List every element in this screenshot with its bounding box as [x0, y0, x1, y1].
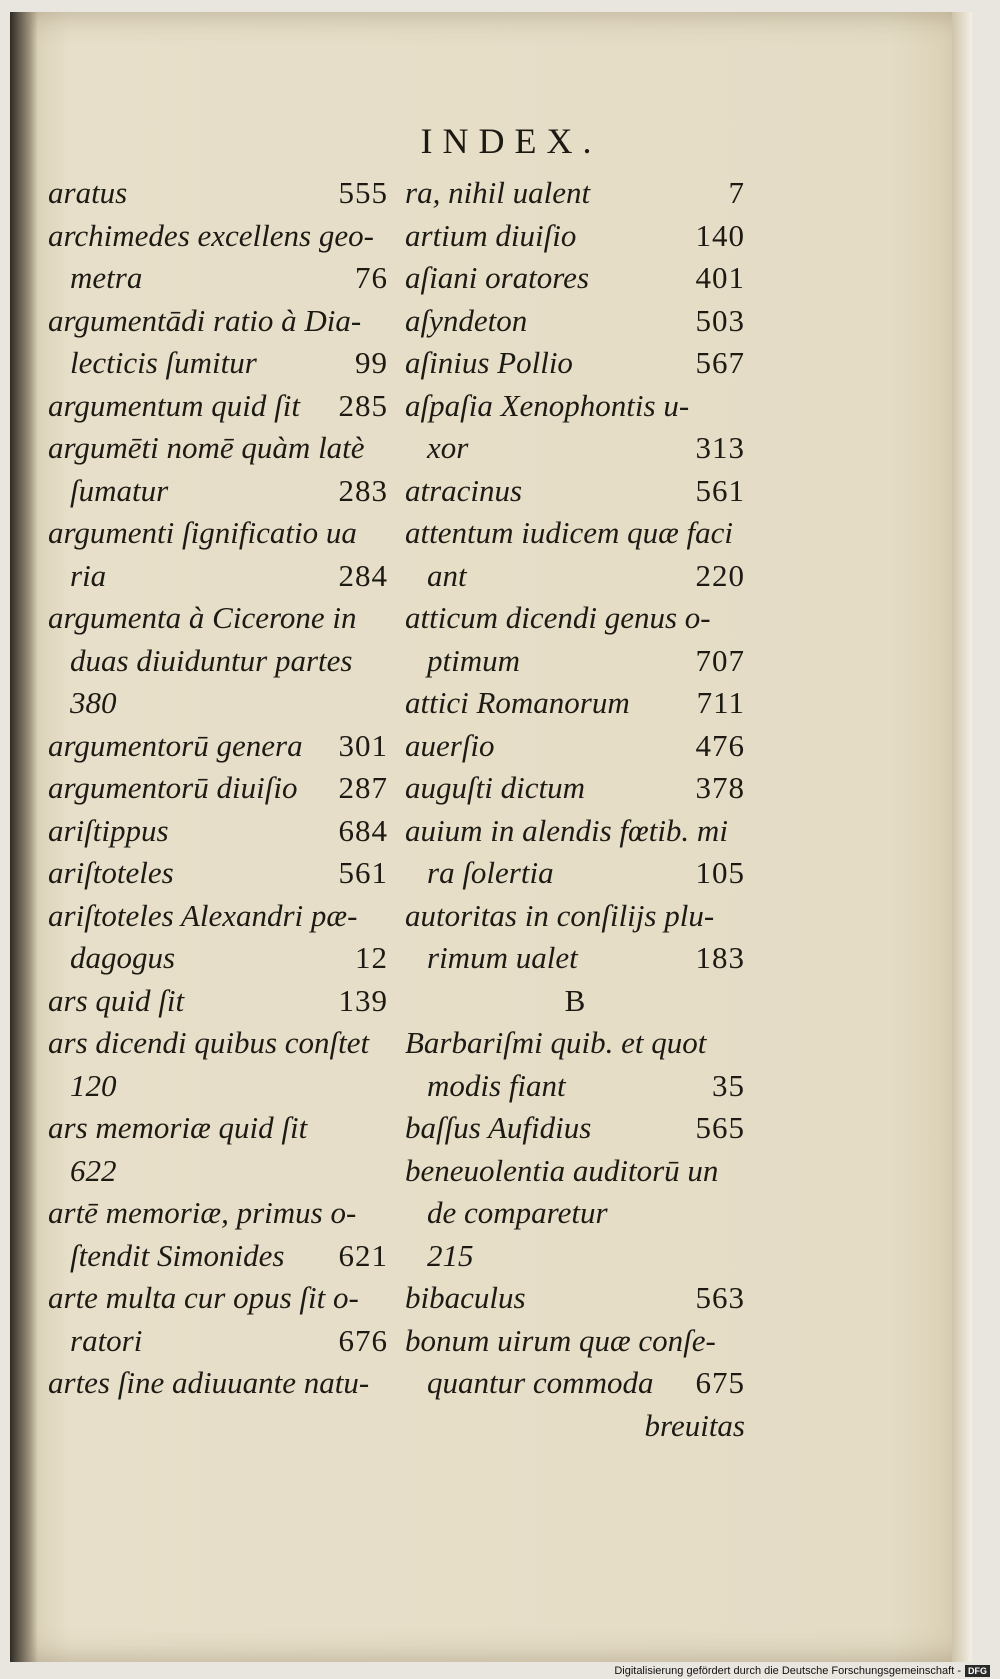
index-entry-line	[48, 1150, 388, 1193]
index-entry-line	[48, 1320, 388, 1363]
index-entry-line	[48, 1022, 388, 1065]
index-column-right	[405, 172, 745, 1447]
index-entry-line	[405, 1320, 745, 1363]
index-entry-line	[405, 1150, 745, 1193]
index-entry-line	[405, 682, 745, 725]
index-term: archimedes excellens geo-	[48, 217, 374, 253]
index-term: ariſtippus	[48, 812, 169, 848]
index-term: arte multa cur opus ſit o-	[48, 1280, 359, 1315]
index-term: auerſio	[405, 727, 495, 763]
page-reference: 563	[695, 1280, 745, 1315]
index-entry-line	[405, 980, 745, 1023]
page-reference: 99	[355, 345, 388, 380]
index-term: ra ſolertia	[427, 855, 554, 890]
page-edge	[952, 12, 972, 1662]
index-entry-line	[48, 1065, 388, 1108]
index-entry-line	[405, 1405, 745, 1448]
index-term: de comparetur	[427, 1195, 608, 1230]
index-entry-line	[405, 512, 745, 555]
index-term: ariſtoteles	[48, 855, 174, 890]
index-term: 120	[70, 1067, 117, 1103]
index-entry-line	[48, 1277, 388, 1320]
index-entry-line	[405, 1192, 745, 1235]
index-term: lecticis ſumitur	[70, 345, 257, 380]
index-term: auguſti dictum	[405, 770, 585, 805]
page-reference: 283	[338, 472, 388, 508]
index-entry-line	[48, 640, 388, 683]
index-entry-line	[405, 1277, 745, 1320]
index-entry-line	[48, 895, 388, 938]
index-term: ars dicendi quibus conſtet	[48, 1025, 370, 1060]
index-term: argumentorū diuiſio	[48, 770, 298, 805]
index-term: ra, nihil ualent	[405, 175, 591, 210]
index-term: aratus	[48, 175, 128, 210]
index-term: artes ſine adiuuante natu-	[48, 1365, 370, 1400]
index-entry-line	[405, 555, 745, 598]
index-term: baſſus Aufidius	[405, 1110, 592, 1145]
page-reference: 220	[695, 557, 745, 593]
index-entry-line	[405, 1107, 745, 1150]
index-term: atracinus	[405, 472, 523, 508]
index-term: 622	[70, 1152, 117, 1188]
index-term: auium in alendis fœtib. mi	[405, 812, 728, 848]
index-term: argumentādi ratio à Dia-	[48, 302, 362, 338]
index-term: argumēti nomē quàm latè	[48, 430, 365, 465]
index-term: ſtendit Simonides	[70, 1237, 285, 1273]
index-term: xor	[427, 430, 469, 465]
page-reference: 287	[338, 770, 388, 805]
page-reference: 284	[338, 557, 388, 593]
index-entry-line	[48, 555, 388, 598]
index-entry-line	[48, 470, 388, 513]
index-term: aſyndeton	[405, 302, 528, 338]
page-reference: 140	[695, 217, 745, 253]
index-entry-line	[48, 427, 388, 470]
index-entry-line	[48, 767, 388, 810]
index-term: artium diuiſio	[405, 217, 577, 253]
index-term: argumenta à Cicerone in	[48, 600, 357, 635]
index-term: modis fiant	[427, 1067, 566, 1103]
index-entry-line	[48, 937, 388, 980]
page-reference: 565	[695, 1110, 745, 1145]
page-reference: 684	[338, 812, 388, 848]
page-reference: 301	[338, 727, 388, 763]
index-term: ars quid ſit	[48, 982, 185, 1018]
index-entry-line	[48, 1192, 388, 1235]
index-term: attici Romanorum	[405, 685, 630, 720]
index-term: Barbariſmi quib. et quot	[405, 1025, 707, 1060]
index-entry-line	[48, 512, 388, 555]
index-term: argumentorū genera	[48, 727, 303, 763]
index-term: argumentum quid ſit	[48, 387, 301, 423]
index-entry-line	[48, 682, 388, 725]
index-column-left	[48, 172, 388, 1405]
index-entry-line	[48, 172, 388, 215]
index-term: 215	[427, 1237, 474, 1273]
index-entry-line	[405, 385, 745, 428]
page-reference: 476	[695, 727, 745, 763]
page-reference: 378	[695, 770, 745, 805]
page-reference: 313	[695, 430, 745, 465]
index-entry-line	[405, 427, 745, 470]
index-term: quantur commoda	[427, 1365, 654, 1400]
index-term: artē memoriæ, primus o-	[48, 1195, 357, 1230]
index-term: ſumatur	[70, 472, 169, 508]
index-term: ariſtoteles Alexandri pæ-	[48, 897, 358, 933]
page-reference: 711	[696, 685, 745, 720]
index-term: attentum iudicem quæ faci	[405, 515, 734, 550]
index-entry-line	[405, 725, 745, 768]
index-term: B	[564, 982, 586, 1018]
index-term: dagogus	[70, 940, 176, 975]
book-page	[10, 12, 972, 1662]
index-entry-line	[405, 257, 745, 300]
page-reference: 76	[355, 260, 388, 295]
page-reference: 7	[728, 175, 745, 210]
index-term: beneuolentia auditorū un	[405, 1152, 719, 1188]
index-term: duas diuiduntur partes	[70, 642, 353, 678]
page-reference: 503	[695, 302, 745, 338]
page-reference: 139	[338, 982, 388, 1018]
index-term: breuitas	[644, 1407, 745, 1443]
index-term: bibaculus	[405, 1280, 526, 1315]
index-term: metra	[70, 260, 143, 295]
dfg-logo: DFG	[965, 1665, 990, 1677]
page-reference: 621	[338, 1237, 388, 1273]
index-term: aſiani oratores	[405, 260, 590, 295]
page-reference: 707	[695, 642, 745, 678]
index-entry-line	[48, 300, 388, 343]
page-reference: 401	[695, 260, 745, 295]
index-entry-line	[405, 640, 745, 683]
page-reference: 561	[695, 472, 745, 508]
index-entry-line	[48, 1235, 388, 1278]
index-entry-line	[405, 1065, 745, 1108]
index-term: 380	[70, 685, 117, 720]
index-entry-line	[48, 1362, 388, 1405]
index-entry-line	[405, 597, 745, 640]
index-entry-line	[405, 810, 745, 853]
page-reference: 676	[338, 1322, 388, 1358]
index-entry-line	[405, 342, 745, 385]
index-entry-line	[405, 470, 745, 513]
page-reference: 183	[695, 940, 745, 975]
index-term: rimum ualet	[427, 940, 578, 975]
index-entry-line	[405, 1235, 745, 1278]
index-entry-line	[48, 342, 388, 385]
index-term: ars memoriæ quid ſit	[48, 1110, 308, 1145]
page-reference: 35	[712, 1067, 745, 1103]
index-entry-line	[48, 810, 388, 853]
index-entry-line	[48, 215, 388, 258]
page-reference: 675	[695, 1365, 745, 1400]
index-term: bonum uirum quæ conſe-	[405, 1322, 716, 1358]
index-term: ant	[427, 557, 467, 593]
digitization-credit	[614, 1665, 990, 1677]
page-reference: 105	[695, 855, 745, 890]
index-term: aſpaſia Xenophontis u-	[405, 387, 690, 423]
page-reference: 285	[338, 387, 388, 423]
index-entry-line	[48, 852, 388, 895]
index-term: ratori	[70, 1322, 143, 1358]
page-reference: 555	[338, 175, 388, 210]
index-entry-line	[405, 215, 745, 258]
index-entry-line	[405, 767, 745, 810]
index-term: atticum dicendi genus o-	[405, 600, 711, 635]
page-reference: 561	[338, 855, 388, 890]
index-entry-line	[405, 895, 745, 938]
index-term: ria	[70, 557, 107, 593]
index-entry-line	[48, 725, 388, 768]
index-term: argumenti ſignificatio ua	[48, 515, 357, 550]
index-entry-line	[48, 385, 388, 428]
page-reference: 567	[695, 345, 745, 380]
index-entry-line	[405, 300, 745, 343]
index-term: ptimum	[427, 642, 520, 678]
gutter-shadow	[10, 12, 38, 1662]
index-entry-line	[405, 852, 745, 895]
index-entry-line	[48, 980, 388, 1023]
index-entry-line	[405, 1362, 745, 1405]
index-entry-line	[48, 257, 388, 300]
index-entry-line	[405, 172, 745, 215]
index-entry-line	[405, 1022, 745, 1065]
index-entry-line	[48, 1107, 388, 1150]
index-entry-line	[48, 597, 388, 640]
index-term: aſinius Pollio	[405, 345, 573, 380]
page-reference: 12	[355, 940, 388, 975]
index-term: autoritas in conſilijs plu-	[405, 897, 715, 933]
index-entry-line	[405, 937, 745, 980]
credit-text: Digitalisierung gefördert durch die Deutsche Forschungsgemeinschaft -	[614, 1665, 961, 1677]
page-header: INDEX.	[420, 121, 602, 161]
